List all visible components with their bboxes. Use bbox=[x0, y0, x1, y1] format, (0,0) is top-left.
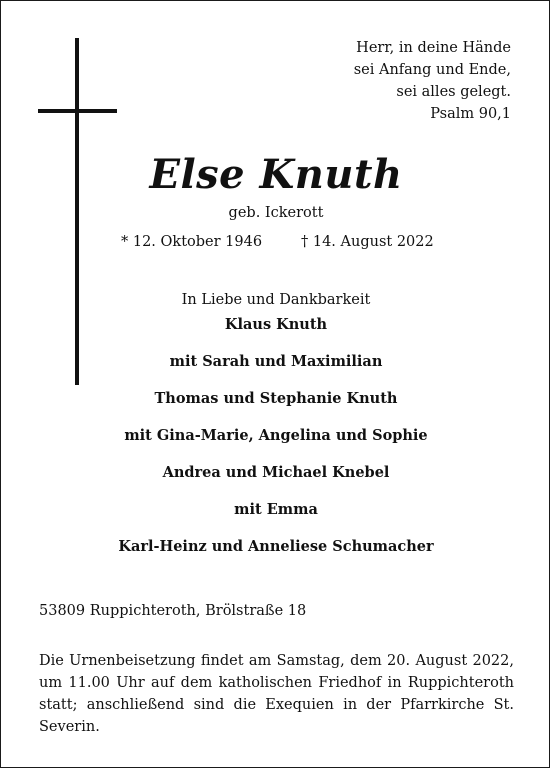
deceased-name: Else Knuth bbox=[149, 151, 403, 198]
psalm-line: Herr, in deine Hände bbox=[356, 40, 511, 56]
mourner-line: mit Emma bbox=[234, 501, 318, 518]
mourner-line: Karl-Heinz und Anneliese Schumacher bbox=[118, 538, 434, 555]
death-date: † 14. August 2022 bbox=[301, 234, 434, 250]
cross-icon-horizontal bbox=[38, 109, 117, 113]
funeral-notice: Die Urnenbeisetzung findet am Samstag, dem 20. August 2022, um 11.00 Uhr auf dem katholischen Friedhof in Ruppichteroth statt; anschließend sind die Exequien in der Pfarrkirche St. Severin. bbox=[39, 653, 514, 735]
psalm-quote bbox=[354, 37, 511, 125]
mourner-line: mit Sarah und Maximilian bbox=[169, 353, 383, 370]
birth-date: * 12. Oktober 1946 bbox=[121, 234, 263, 250]
psalm-reference: Psalm 90,1 bbox=[430, 106, 511, 122]
mourner-line: mit Gina-Marie, Angelina und Sophie bbox=[124, 427, 428, 444]
mourner-line: Klaus Knuth bbox=[224, 316, 328, 333]
mourners-intro: In Liebe und Dankbarkeit bbox=[181, 292, 371, 308]
psalm-line: sei Anfang und Ende, bbox=[353, 62, 511, 78]
psalm-line: sei alles gelegt. bbox=[396, 84, 511, 100]
mourners-list bbox=[1, 292, 550, 575]
mourner-line: Thomas und Stephanie Knuth bbox=[154, 390, 398, 407]
family-address: 53809 Ruppichteroth, Brölstraße 18 bbox=[39, 603, 307, 619]
birth-name: geb. Ickerott bbox=[228, 205, 324, 221]
mourner-line: Andrea und Michael Knebel bbox=[162, 464, 390, 481]
